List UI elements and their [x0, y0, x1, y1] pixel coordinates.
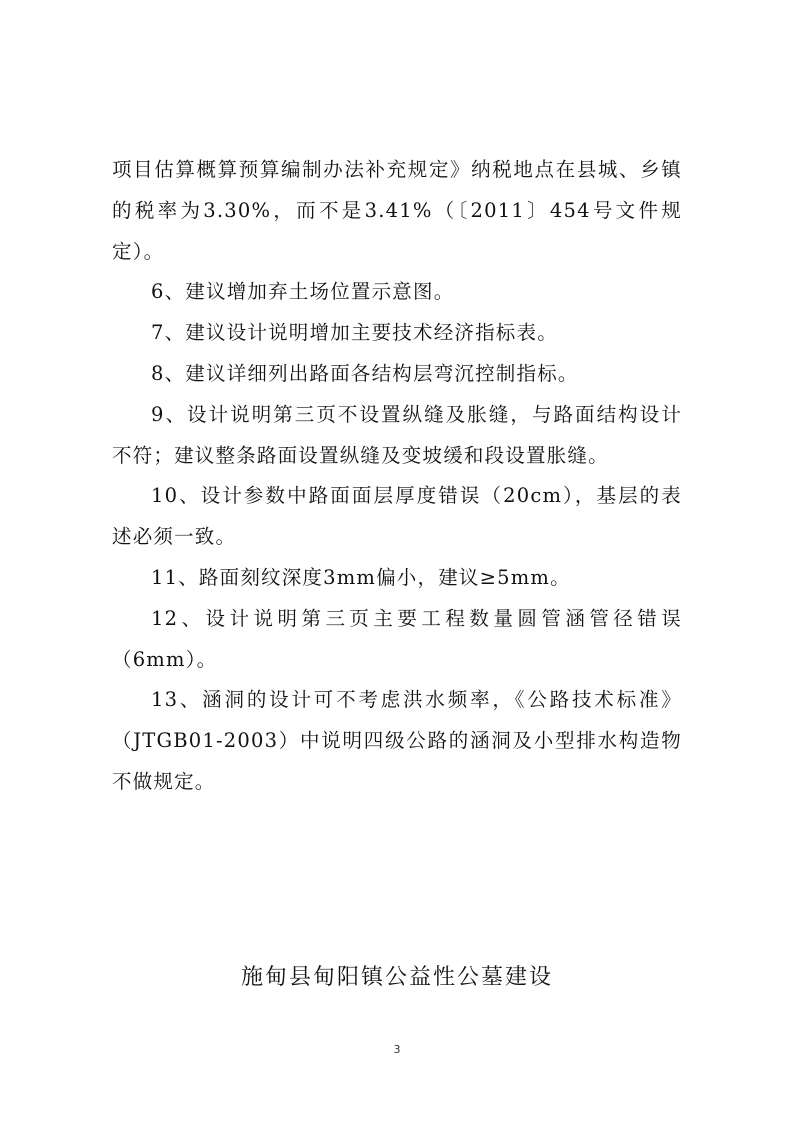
paragraph-item-10: 10、设计参数中路面面层厚度错误（20cm），基层的表述必须一致。 [112, 484, 682, 549]
paragraph-item-8: 8、建议详细列出路面各结构层弯沉控制指标。 [151, 361, 579, 385]
paragraph-item-7: 7、建议设计说明增加主要技术经济指标表。 [151, 321, 558, 345]
paragraph-item-9: 9、设计说明第三页不设置纵缝及胀缝，与路面结构设计不符；建议整条路面设置纵缝及变坡缓和段设置胀缝。 [112, 402, 682, 467]
document-body [112, 150, 682, 803]
paragraph-item-12: 12、设计说明第三页主要工程数量圆管涵管径错误（6mm）。 [112, 606, 682, 671]
page-number: 3 [393, 1043, 401, 1056]
footer-title: 施甸县甸阳镇公益性公墓建设 [240, 965, 553, 990]
paragraph-item-6: 6、建议增加弃土场位置示意图。 [151, 280, 455, 304]
paragraph-item-13: 13、涵洞的设计可不考虑洪水频率，《公路技术标准》（JTGB01-2003）中说明四级公路的涵洞及小型排水构造物不做规定。 [112, 688, 682, 793]
paragraph-continuation: 项目估算概算预算编制办法补充规定》纳税地点在县城、乡镇的税率为3.30%，而不是3.41%（〔2011〕454号文件规定）。 [112, 158, 682, 263]
paragraph-item-11: 11、路面刻纹深度3mm偏小，建议≥5mm。 [151, 565, 571, 589]
